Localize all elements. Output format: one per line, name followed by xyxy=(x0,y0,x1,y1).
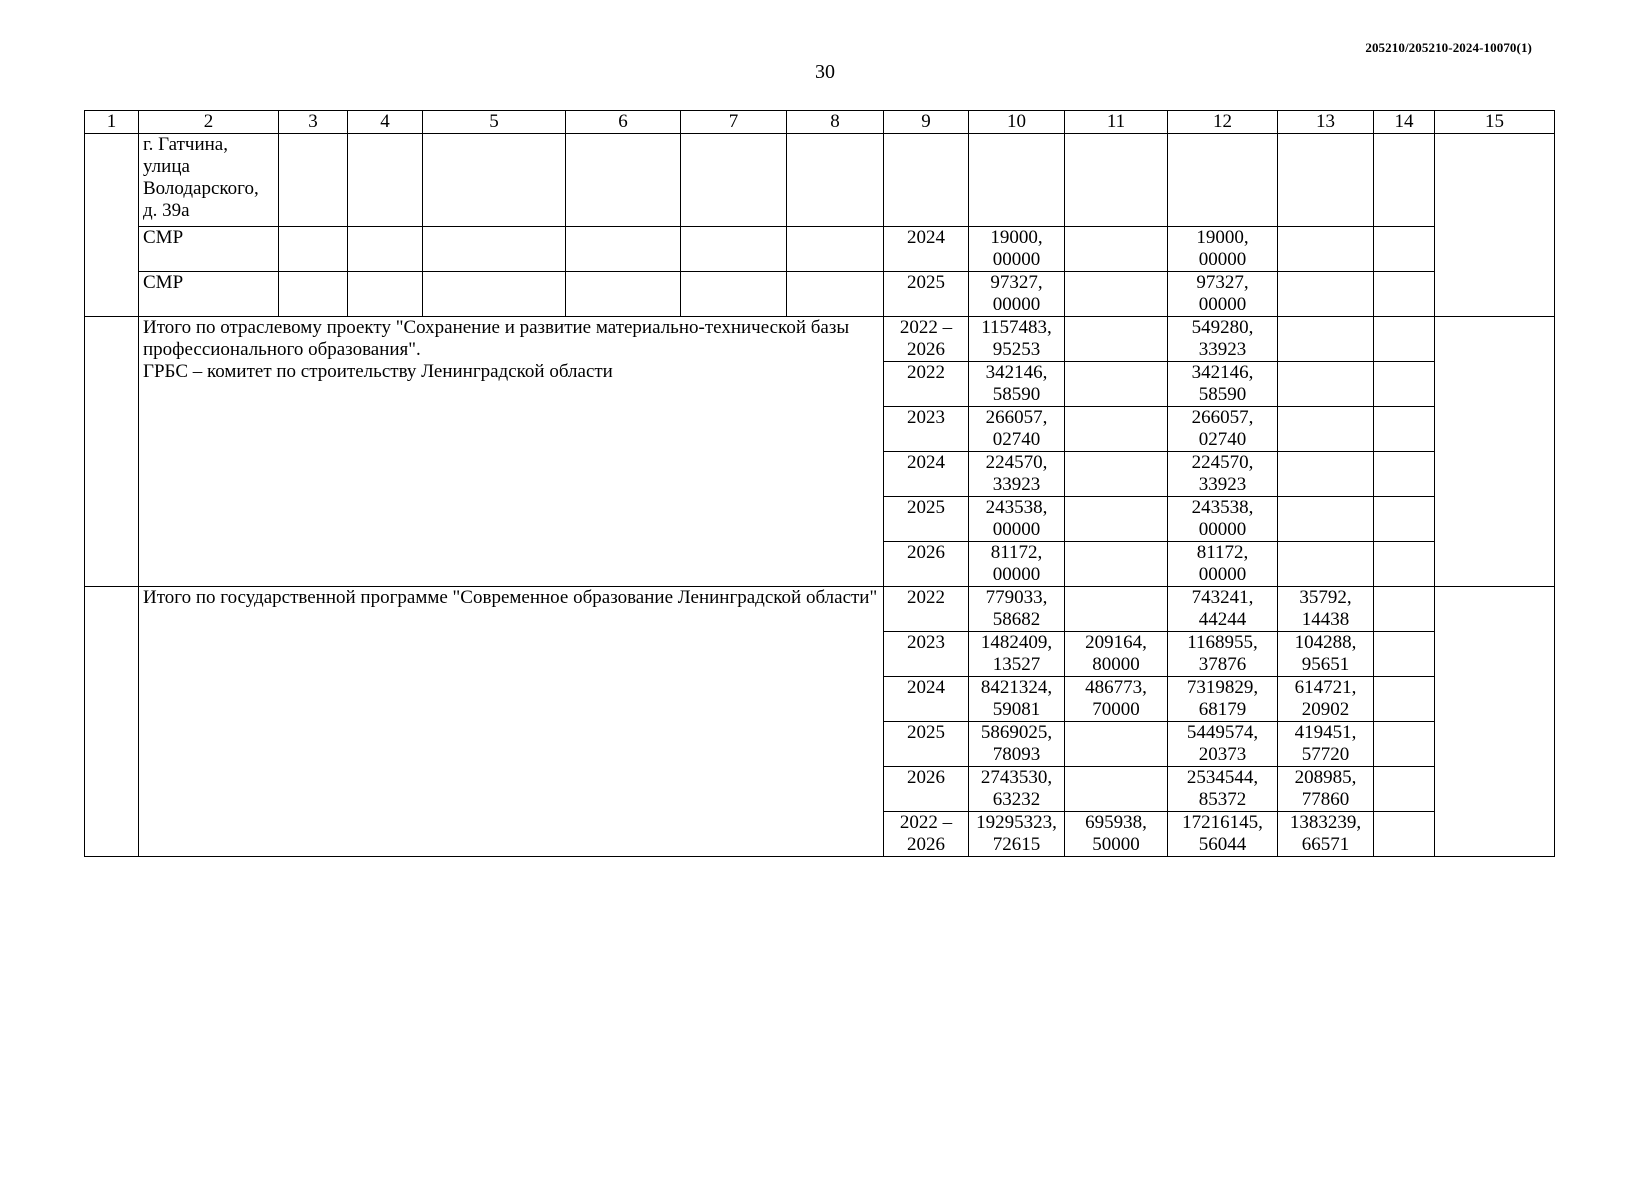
table-cell xyxy=(1374,227,1435,272)
table-cell xyxy=(1374,497,1435,542)
table-cell xyxy=(566,272,681,317)
year-cell: 2022 – 2026 xyxy=(884,317,969,362)
amount-cell: 81172, 00000 xyxy=(969,542,1065,587)
table-cell xyxy=(279,227,348,272)
table-cell xyxy=(1278,134,1374,227)
amount-cell: 81172, 00000 xyxy=(1168,542,1278,587)
year-cell: 2024 xyxy=(884,677,969,722)
row-label: СМР xyxy=(139,272,279,317)
table-cell xyxy=(566,227,681,272)
amount-cell: 208985, 77860 xyxy=(1278,767,1374,812)
table-cell xyxy=(1374,632,1435,677)
column-number: 9 xyxy=(884,111,969,134)
amount-cell: 419451, 57720 xyxy=(1278,722,1374,767)
year-cell: 2024 xyxy=(884,452,969,497)
table-cell xyxy=(423,272,566,317)
column-number: 13 xyxy=(1278,111,1374,134)
table-cell xyxy=(681,227,787,272)
table-cell xyxy=(348,134,423,227)
amount-cell: 224570, 33923 xyxy=(1168,452,1278,497)
table-cell xyxy=(1374,812,1435,857)
column-number: 2 xyxy=(139,111,279,134)
table-cell xyxy=(1374,362,1435,407)
table-cell xyxy=(348,227,423,272)
amount-cell xyxy=(1278,542,1374,587)
table-cell xyxy=(787,272,884,317)
amount-cell: 224570, 33923 xyxy=(969,452,1065,497)
amount-cell: 1383239, 66571 xyxy=(1278,812,1374,857)
amount-cell: 1168955, 37876 xyxy=(1168,632,1278,677)
table-cell xyxy=(1374,317,1435,362)
amount-cell: 97327, 00000 xyxy=(969,272,1065,317)
amount-cell: 1157483, 95253 xyxy=(969,317,1065,362)
amount-cell xyxy=(1065,407,1168,452)
table-cell xyxy=(1374,587,1435,632)
year-cell: 2022 xyxy=(884,587,969,632)
table-cell xyxy=(423,134,566,227)
amount-cell: 8421324, 59081 xyxy=(969,677,1065,722)
table-cell xyxy=(348,272,423,317)
amount-cell: 779033, 58682 xyxy=(969,587,1065,632)
year-cell: 2026 xyxy=(884,767,969,812)
amount-cell: 342146, 58590 xyxy=(969,362,1065,407)
year-cell: 2025 xyxy=(884,497,969,542)
column-number: 4 xyxy=(348,111,423,134)
table-cell xyxy=(681,134,787,227)
amount-cell xyxy=(1065,542,1168,587)
year-cell: 2023 xyxy=(884,632,969,677)
amount-cell xyxy=(1278,452,1374,497)
amount-cell: 243538, 00000 xyxy=(969,497,1065,542)
amount-cell: 614721, 20902 xyxy=(1278,677,1374,722)
amount-cell: 266057, 02740 xyxy=(1168,407,1278,452)
amount-cell xyxy=(1065,767,1168,812)
amount-cell xyxy=(1065,362,1168,407)
amount-cell xyxy=(1278,227,1374,272)
year-cell: 2023 xyxy=(884,407,969,452)
table-cell xyxy=(1374,452,1435,497)
column-number: 12 xyxy=(1168,111,1278,134)
table-cell xyxy=(969,134,1065,227)
year-cell: 2024 xyxy=(884,227,969,272)
amount-cell: 2534544, 85372 xyxy=(1168,767,1278,812)
column-number: 8 xyxy=(787,111,884,134)
table-row xyxy=(85,227,1555,272)
amount-cell: 243538, 00000 xyxy=(1168,497,1278,542)
table-cell xyxy=(787,134,884,227)
project-total-label: Итого по отраслевому проекту "Сохранение и развитие материально-технической базы профессионального образования". ГРБС – комитет по строительству Ленинградской области xyxy=(139,317,884,587)
program-total-label: Итого по государственной программе "Современное образование Ленинградской области" xyxy=(139,587,884,857)
amount-cell: 342146, 58590 xyxy=(1168,362,1278,407)
year-cell: 2025 xyxy=(884,722,969,767)
amount-cell xyxy=(1065,272,1168,317)
amount-cell: 35792, 14438 xyxy=(1278,587,1374,632)
amount-cell: 104288, 95651 xyxy=(1278,632,1374,677)
amount-cell: 97327, 00000 xyxy=(1168,272,1278,317)
year-cell: 2025 xyxy=(884,272,969,317)
column-number-row xyxy=(85,111,1555,134)
amount-cell: 5449574, 20373 xyxy=(1168,722,1278,767)
budget-table xyxy=(84,110,1555,857)
amount-cell: 743241, 44244 xyxy=(1168,587,1278,632)
column-number: 11 xyxy=(1065,111,1168,134)
table-row xyxy=(85,272,1555,317)
table-cell xyxy=(85,317,139,587)
amount-cell: 19000, 00000 xyxy=(1168,227,1278,272)
amount-cell: 695938, 50000 xyxy=(1065,812,1168,857)
amount-cell: 19295323, 72615 xyxy=(969,812,1065,857)
page-number: 30 xyxy=(815,61,835,83)
table-cell xyxy=(85,134,139,317)
amount-cell: 209164, 80000 xyxy=(1065,632,1168,677)
table-cell xyxy=(279,272,348,317)
table-cell xyxy=(279,134,348,227)
amount-cell xyxy=(1065,497,1168,542)
table-cell xyxy=(884,134,969,227)
amount-cell xyxy=(1065,317,1168,362)
table-cell xyxy=(1168,134,1278,227)
table-cell xyxy=(1374,722,1435,767)
amount-cell xyxy=(1065,722,1168,767)
amount-cell xyxy=(1278,272,1374,317)
column-number: 5 xyxy=(423,111,566,134)
table-cell xyxy=(1374,767,1435,812)
row-label: СМР xyxy=(139,227,279,272)
table-cell xyxy=(1435,317,1555,587)
column-number: 10 xyxy=(969,111,1065,134)
amount-cell xyxy=(1278,497,1374,542)
table-cell xyxy=(1374,134,1435,227)
table-cell xyxy=(85,587,139,857)
year-cell: 2022 xyxy=(884,362,969,407)
table-cell xyxy=(1374,542,1435,587)
column-number: 1 xyxy=(85,111,139,134)
amount-cell xyxy=(1065,452,1168,497)
year-cell: 2022 – 2026 xyxy=(884,812,969,857)
table-cell xyxy=(787,227,884,272)
column-number: 3 xyxy=(279,111,348,134)
table-row xyxy=(85,587,1555,632)
amount-cell xyxy=(1278,407,1374,452)
table-cell xyxy=(681,272,787,317)
amount-cell xyxy=(1065,227,1168,272)
table-cell xyxy=(566,134,681,227)
table-cell xyxy=(1374,677,1435,722)
amount-cell: 7319829, 68179 xyxy=(1168,677,1278,722)
table-row xyxy=(85,317,1555,362)
table-cell xyxy=(1374,407,1435,452)
document-id: 205210/205210-2024-10070(1) xyxy=(1365,40,1532,55)
column-number: 7 xyxy=(681,111,787,134)
column-number: 14 xyxy=(1374,111,1435,134)
amount-cell: 266057, 02740 xyxy=(969,407,1065,452)
object-address: г. Гатчина, улица Володарского, д. 39а xyxy=(139,134,279,227)
amount-cell: 549280, 33923 xyxy=(1168,317,1278,362)
table-cell xyxy=(1435,134,1555,317)
amount-cell xyxy=(1278,362,1374,407)
amount-cell: 1482409, 13527 xyxy=(969,632,1065,677)
amount-cell: 19000, 00000 xyxy=(969,227,1065,272)
table-cell xyxy=(1065,134,1168,227)
amount-cell: 17216145, 56044 xyxy=(1168,812,1278,857)
table-cell xyxy=(423,227,566,272)
table-cell xyxy=(1374,272,1435,317)
amount-cell: 486773, 70000 xyxy=(1065,677,1168,722)
column-number: 15 xyxy=(1435,111,1555,134)
year-cell: 2026 xyxy=(884,542,969,587)
amount-cell: 5869025, 78093 xyxy=(969,722,1065,767)
column-number: 6 xyxy=(566,111,681,134)
amount-cell xyxy=(1278,317,1374,362)
amount-cell: 2743530, 63232 xyxy=(969,767,1065,812)
table-cell xyxy=(1435,587,1555,857)
table-row xyxy=(85,134,1555,227)
amount-cell xyxy=(1065,587,1168,632)
